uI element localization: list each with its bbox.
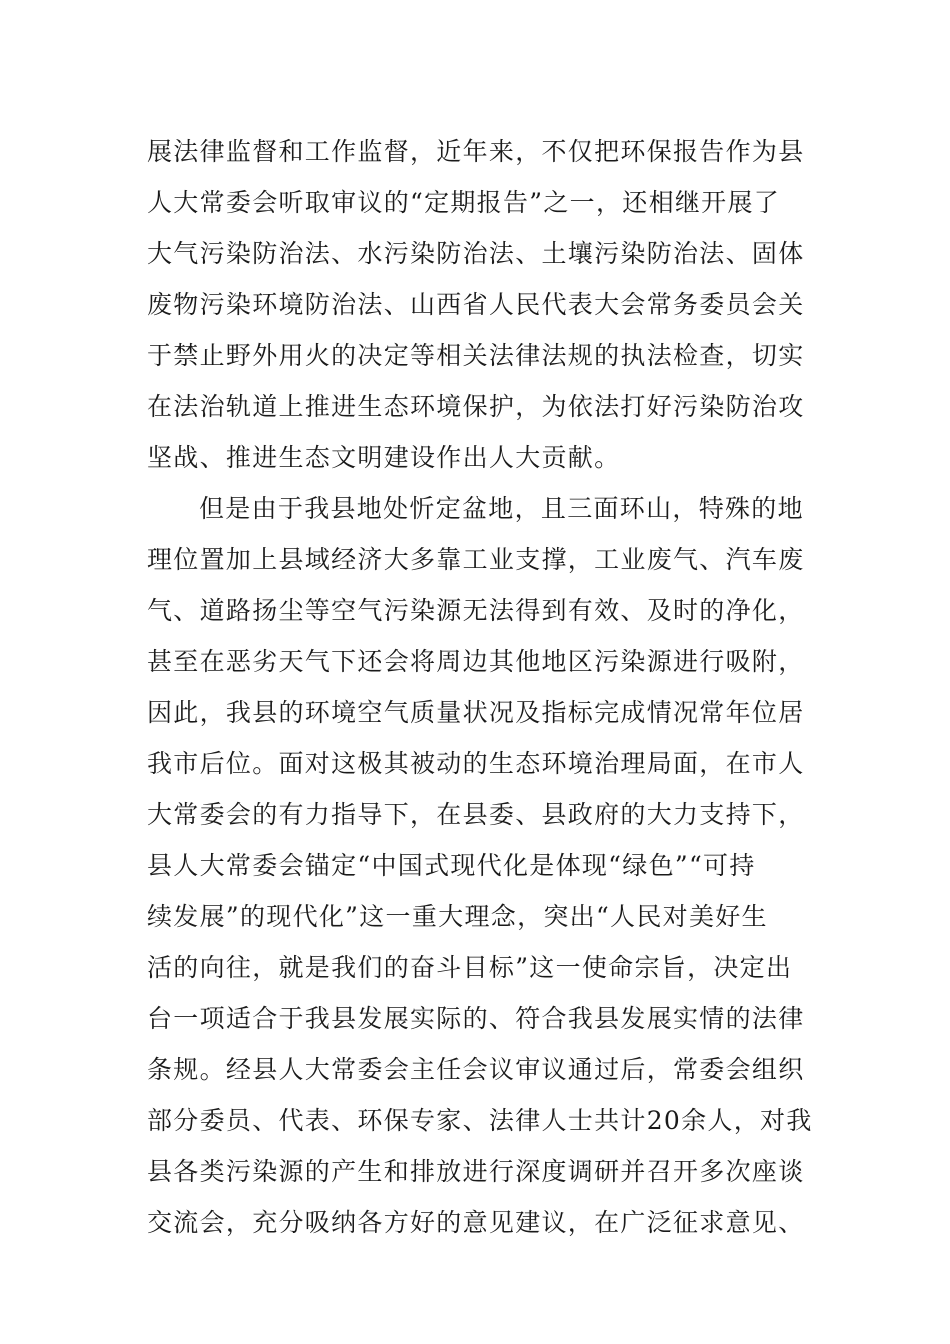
paragraph-1-line-1: 展法律监督和工作监督，近年来，不仅把环保报告作为县 (147, 137, 805, 166)
paragraph-2-line-4: 甚至在恶劣天气下还会将周边其他地区污染源进行吸附， (147, 647, 805, 676)
paragraph-1-line-3: 大气污染防治法、水污染防治法、土壤污染防治法、固体 (147, 239, 805, 268)
paragraph-2-line-10: 活的向往，就是我们的奋斗目标”这一使命宗旨，决定出 (147, 953, 793, 982)
paragraph-2-line-14: 县各类污染源的产生和排放进行深度调研并召开多次座谈 (147, 1157, 805, 1186)
paragraph-2-line-15: 交流会，充分吸纳各方好的意见建议，在广泛征求意见、 (147, 1208, 805, 1237)
paragraph-2-line-11: 台一项适合于我县发展实际的、符合我县发展实情的法律 (147, 1004, 805, 1033)
paragraph-2-line-13: 部分委员、代表、环保专家、法律人士共计20余人，对我 (147, 1106, 813, 1135)
paragraph-1-line-2: 人大常委会听取审议的“定期报告”之一，还相继开展了 (147, 188, 781, 217)
paragraph-1-line-5: 于禁止野外用火的决定等相关法律法规的执法检查，切实 (147, 341, 805, 370)
paragraph-2-line-9: 续发展”的现代化”这一重大理念，突出“人民对美好生 (147, 902, 768, 931)
paragraph-1-line-6: 在法治轨道上推进生态环境保护，为依法打好污染防治攻 (147, 392, 805, 421)
paragraph-2-line-8: 县人大常委会锚定“中国式现代化是体现“绿色”“可持 (147, 851, 756, 880)
paragraph-1-line-4: 废物污染环境防治法、山西省人民代表大会常务委员会关 (147, 290, 805, 319)
paragraph-2-line-2: 理位置加上县域经济大多靠工业支撑，工业废气、汽车废 (147, 545, 805, 574)
paragraph-2-line-5: 因此，我县的环境空气质量状况及指标完成情况常年位居 (147, 698, 805, 727)
paragraph-2-line-7: 大常委会的有力指导下，在县委、县政府的大力支持下， (147, 800, 805, 829)
paragraph-2-line-1: 但是由于我县地处忻定盆地，且三面环山，特殊的地 (199, 494, 804, 523)
paragraph-2-line-6: 我市后位。面对这极其被动的生态环境治理局面，在市人 (147, 749, 805, 778)
paragraph-1-line-7: 坚战、推进生态文明建设作出人大贡献。 (147, 443, 621, 472)
paragraph-2-line-3: 气、道路扬尘等空气污染源无法得到有效、及时的净化， (147, 596, 805, 625)
paragraph-2-line-12: 条规。经县人大常委会主任会议审议通过后，常委会组织 (147, 1055, 805, 1084)
